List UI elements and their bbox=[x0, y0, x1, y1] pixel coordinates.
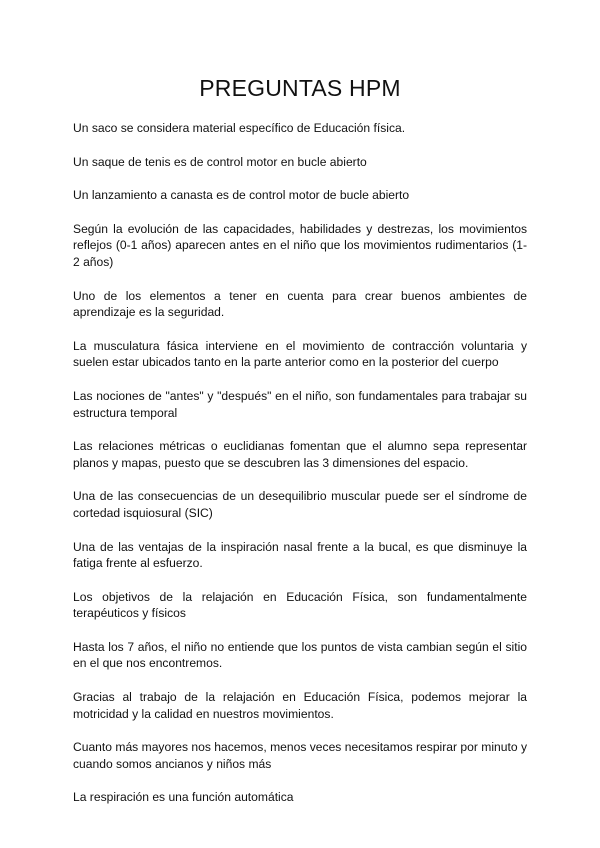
statement-9: Una de las consecuencias de un desequilibrio muscular puede ser el síndrome de cortedad isquiosural (SIC) bbox=[73, 489, 527, 520]
statement-8: Las relaciones métricas o euclidianas fomentan que el alumno sepa representar planos y mapas, puesto que se descubren las 3 dimensiones del espacio. bbox=[73, 439, 527, 470]
statement-5: Uno de los elementos a tener en cuenta para crear buenos ambientes de aprendizaje es la seguridad. bbox=[73, 288, 527, 320]
statement-13: Gracias al trabajo de la relajación en Educación Física, podemos mejorar la motricidad y la calidad en nuestros movimientos. bbox=[73, 690, 527, 721]
statement-6: La musculatura fásica interviene en el movimiento de contracción voluntaria y suelen estar ubicados tanto en la parte anterior como en la posterior del cuerpo bbox=[73, 338, 527, 370]
statement-2: Un saque de tenis es de control motor en bucle abierto bbox=[73, 154, 367, 169]
statement-15: La respiración es una función automática bbox=[73, 790, 294, 805]
statement-7: Las nociones de "antes" y "después" en el niño, son fundamentales para trabajar su estructura temporal bbox=[73, 388, 527, 420]
statement-14: Cuanto más mayores nos hacemos, menos veces necesitamos respirar por minuto y cuando somos ancianos y niños más bbox=[73, 740, 527, 771]
statement-1: Un saco se considera material específico de Educación física. bbox=[73, 121, 406, 135]
statement-10: Una de las ventajas de la inspiración nasal frente a la bucal, es que disminuye la fatiga frente al esfuerzo. bbox=[73, 539, 527, 571]
statement-4: Según la evolución de las capacidades, habilidades y destrezas, los movimientos reflejos (0-1 años) aparecen antes en el niño que los movimientos rudimentarios (1-2 años) bbox=[73, 221, 527, 269]
statement-12: Hasta los 7 años, el niño no entiende que los puntos de vista cambian según el sitio en el que nos encontremos. bbox=[73, 639, 527, 671]
statement-list bbox=[73, 120, 527, 823]
statement-11: Los objetivos de la relajación en Educación Física, son fundamentalmente terapéuticos y físicos bbox=[73, 589, 527, 621]
statement-3: Un lanzamiento a canasta es de control motor de bucle abierto bbox=[73, 188, 410, 203]
page-title: PREGUNTAS HPM bbox=[199, 75, 401, 101]
